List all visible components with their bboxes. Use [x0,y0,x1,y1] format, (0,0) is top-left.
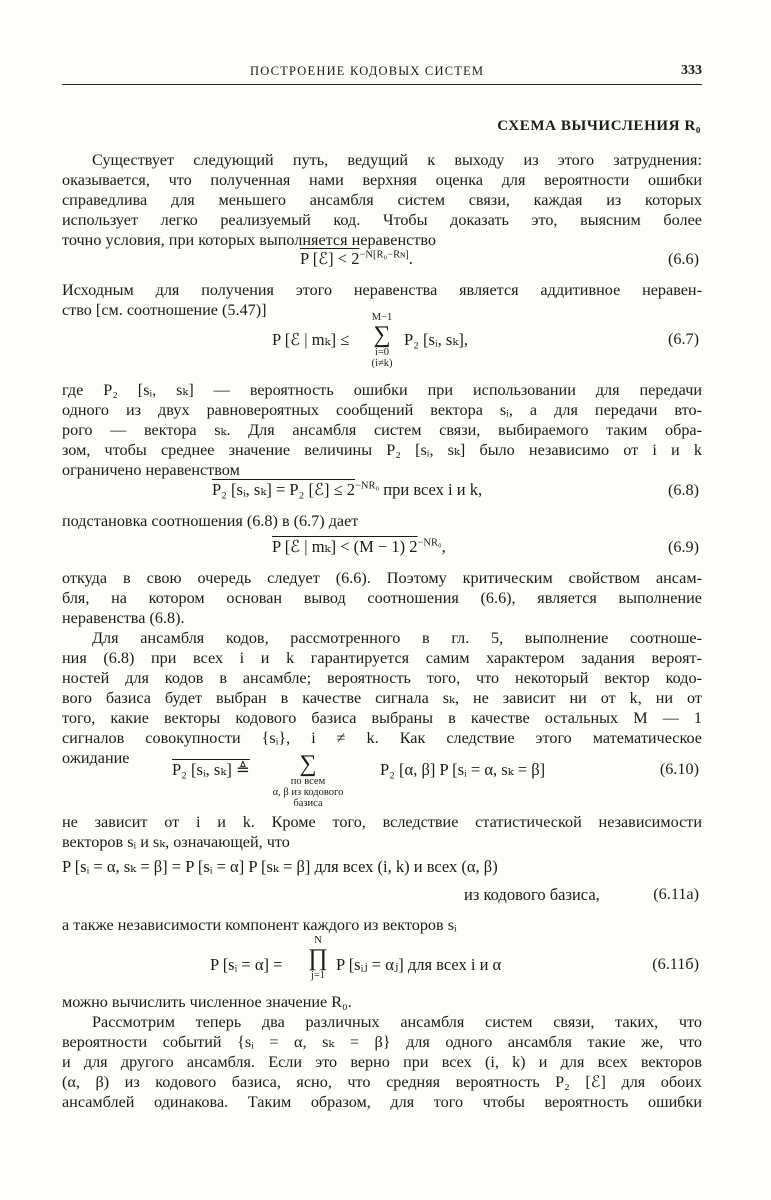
text-line: одного из двух равновероятных сообщений вектора sᵢ, а для передачи вто- [62,401,702,419]
equation-6-11a: P [sᵢ = α, sₖ = β] = P [sᵢ = α] P [sₖ = β] для всех (i, k) и всех (α, β) [62,857,498,876]
equation-number: (6.11б) [652,955,699,973]
equation-6-11b: P [sᵢ = α] = [210,955,283,974]
text-line: Исходным для получения этого неравенства является аддитивное нерaвен- [62,281,702,299]
text-line: рого — вектора sₖ. Для ансамбля систем связи, выбираемого таким обра- [62,421,702,439]
text-line: откуда в свою очередь следует (6.6). Поэтому критическим свойством ансам- [62,569,702,587]
page-number: 333 [681,63,702,78]
equation-6-10-rhs: P₂ [α, β] P [sᵢ = α, sₖ = β] [380,760,546,779]
text-line: справедлива для меньшего ансамбля систем связи, каждая из которых [62,191,702,209]
text-line: можно вычислить численное значение R₀. [62,993,352,1011]
text-line: Рассмотрим теперь два различных ансамбля систем связи, таких, что [92,1013,702,1031]
equation-number: (6.10) [659,760,699,778]
section-title: СХЕМА ВЫЧИСЛЕНИЯ R₀ [497,118,701,134]
equation-6-11a-tail: из кодового базиса, [464,885,600,904]
text-line: не зависит от i и k. Кроме того, вследствие статистической независимости [62,813,702,831]
text-line: подстановка соотношения (6.8) в (6.7) дает [62,512,359,530]
text-line: того, какие векторы кодового базиса выбраны в качестве остальных M — 1 [62,709,702,727]
equation-6-10: P₂ [sᵢ, sₖ] ≜ [172,760,250,779]
text-line: (α, β) из кодового базиса, ясно, что средняя вероятность P₂ [ℰ] для обоих [62,1073,702,1091]
text-line: вого базиса будет выбран в качестве сигнала sₖ, не зависит ни от k, ни от [62,689,702,707]
text-line: ностей для кодов в ансамбле; вероятность того, что некоторый вектор кодо- [62,669,702,687]
equation-number: (6.8) [667,481,699,499]
text-line: ограничено неравенством [62,461,240,479]
equation-number: (6.6) [667,250,699,268]
text-line: Существует следующий путь, ведущий к выходу из этого затруднения: [92,151,702,169]
equation-number: (6.7) [667,330,699,348]
text-line: Для ансамбля кодов, рассмотренного в гл. 5, выполнение соотноше- [92,629,702,647]
text-line: сигналов совокупности {sᵢ}, i ≠ k. Как следствие этого математическое [62,729,702,747]
text-line: бля, на котором основан вывод соотношения (6.6), является выполнение [62,589,702,607]
sum-symbol: M−1 ∑ i=0 (i≠k) [371,312,393,369]
text-line: точно условия, при которых выполняется неравенство [62,231,437,249]
text-line: ожидание [62,749,130,767]
equation-6-8: P₂ [sᵢ, sₖ] = P₂ [ℰ] ≤ $2^{-NR_0}$ при всех i и k, [212,480,483,499]
equation-6-11b-rhs: P [sᵢⱼ = αⱼ] для всех i и α [336,955,502,974]
running-header [62,64,702,85]
equation-6-7: P [ℰ | mₖ] ≤ [272,330,350,349]
text-line: где P₂ [sᵢ, sₖ] — вероятность ошибки при использовании для передачи [62,381,702,399]
text-line: и для другого ансамбля. Если это верно при всех (i, k) и для всех векторов [62,1053,702,1071]
text-line: оказывается, что полученная нами верхняя оценка для вероятности ошибки [62,171,702,189]
sum-symbol: ∑ по всем α, β из кодового базиса [272,751,344,809]
text-line: векторов sᵢ и sₖ, означающей, что [62,833,290,851]
text-line: зом, чтобы среднее значение величины P₂ [sᵢ, sₖ] было независимо от i и k [62,441,702,459]
text-line: неравенства (6.8). [62,609,185,627]
equation-6-9: P [ℰ | mₖ] < (M − 1) $2^{-NR_0}$, [272,537,446,556]
product-symbol: N ∏ j=1 [308,935,328,981]
equation-6-7-rhs: P₂ [sᵢ, sₖ], [404,330,468,349]
text-line: а также независимости компонент каждого из векторов sᵢ [62,916,457,934]
equation-6-6: P [ℰ] < $2^{-N[R_0-Rɴ]}$. [300,249,413,268]
equation-number: (6.9) [667,538,699,556]
text-line: ство [см. соотношение (5.47)] [62,301,267,319]
text-line: вероятности событий {sᵢ = α, sₖ = β} для одного ансамбля такие же, что [62,1033,702,1051]
running-title: ПОСТРОЕНИЕ КОДОВЫХ СИСТЕМ [250,64,485,78]
text-line: ансамблей одинакова. Таким образом, для того чтобы вероятность ошибки [62,1093,702,1111]
text-line: использует легко реализуемый код. Чтобы доказать это, выясним более [62,211,702,229]
text-line: ния (6.8) при всех i и k гарантируется самим характером задания вероят- [62,649,702,667]
equation-number: (6.11a) [653,885,699,903]
